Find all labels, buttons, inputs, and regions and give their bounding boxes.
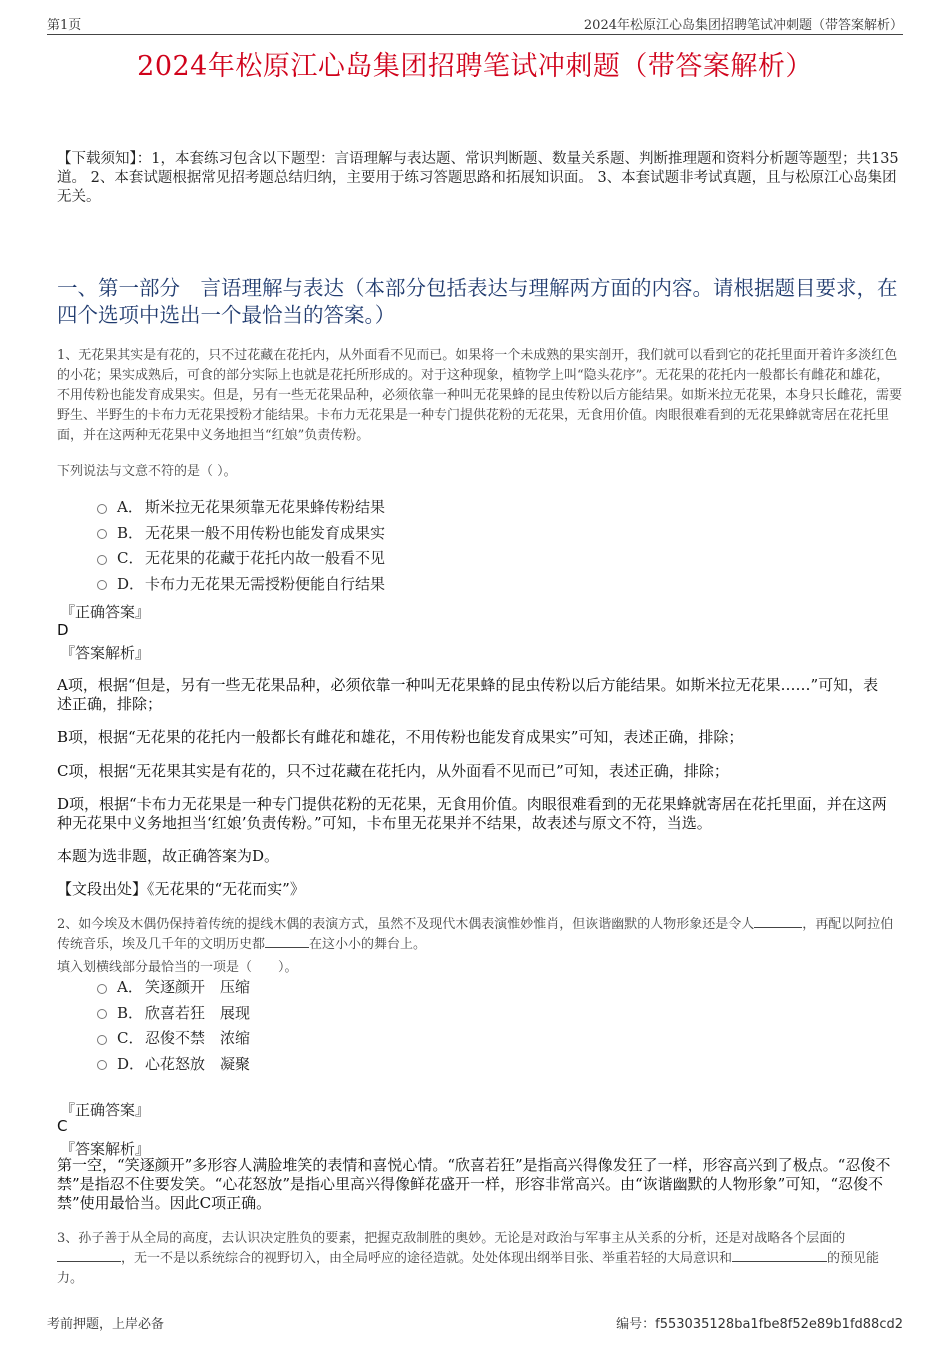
radio-icon[interactable] [97, 1009, 107, 1019]
radio-icon[interactable] [97, 504, 107, 514]
blank-line [732, 1261, 827, 1262]
correct-answer-label: 『正确答案』 [60, 603, 151, 621]
question-1-options [97, 494, 797, 596]
option-b[interactable]: B． 欣喜若狂 展现 [97, 1000, 797, 1026]
analysis-text: 第一空，“笑逐颜开”多形容人满脸堆笑的表情和喜悦心情。“欣喜若狂”是指高兴得像发狂了一样，形容高兴到了极点。“忍俊不禁”是指忍不住要发笑。“心花怒放”是指心里高兴得像鲜花盛开一样，形容非常高兴。由“诙谐幽默的人物形象”可知，“忍俊不禁”使用最恰当。因此C项正确。 [57, 1156, 891, 1212]
analysis-item-d: D项，根据“卡布力无花果是一种专门提供花粉的无花果，无食用价值。肉眼很难看到的无花果蜂就寄居在花托里面，并在这两种无花果中义务地担当‘红娘’负责传粉。”可知，卡布里无花果并不结果，故表述与原文不符，当选。 [57, 795, 887, 832]
option-d[interactable]: D． 卡布力无花果无需授粉便能自行结果 [97, 571, 797, 597]
analysis-item-a: A项，根据“但是，另有一些无花果品种，必须依靠一种叫无花果蜂的昆虫传粉以后方能结果。如斯米拉无花果……”可知，表述正确，排除； [57, 676, 879, 713]
question-3-stem: 3、孙子善于从全局的高度，去认识决定胜负的要素，把握克敌制胜的奥妙。无论是对政治与军事主从关系的分析，还是对战略各个层面的，无一不是以系统综合的视野切入，由全局呼应的途径造就。处处体现出纲举目张、举重若轻的大局意识和 的预见能力。 [57, 1231, 880, 1286]
download-notice: 【下载须知】：1，本套练习包含以下题型：言语理解与表达题、常识判断题、数量关系题、判断推理题和资料分析题等题型；共135道。 2、本套试题根据常见招考题总结归纳，主要用于练习答题思路和拓展知识面。 3、本套试题非考试真题，且与松原江心岛集团无关。 [57, 151, 899, 205]
analysis-item-c: C项，根据“无花果其实是有花的，只不过花藏在花托内，从外面看不见而已”可知，表述正确，排除； [57, 762, 729, 780]
option-b[interactable]: B． 无花果一般不用传粉也能发育成果实 [97, 520, 797, 546]
radio-icon[interactable] [97, 984, 107, 994]
radio-icon[interactable] [97, 1035, 107, 1045]
correct-answer: C [57, 1117, 68, 1135]
question-2-stem: 2、如今埃及木偶仍保持着传统的提线木偶的表演方式，虽然不及现代木偶表演惟妙惟肖，但诙谐幽默的人物形象还是令人 ，再配以阿拉伯传统音乐，埃及几千年的文明历史都 在这小小的舞台上。 [57, 917, 894, 952]
correct-answer: D [57, 621, 69, 639]
page-header [47, 14, 903, 35]
correct-answer-label: 『正确答案』 [60, 1101, 151, 1119]
option-c[interactable]: C． 忍俊不禁 浓缩 [97, 1025, 797, 1051]
footer-slogan: 考前押题，上岸必备 [47, 1317, 165, 1332]
footer-serial: 编号：f553035128ba1fbe8f52e89b1fd88cd2 [616, 1317, 903, 1332]
question-1-stem: 1、无花果其实是有花的，只不过花藏在花托内，从外面看不见而已。如果将一个未成熟的果实剖开，我们就可以看到它的花托里面开着许多淡红色的小花；果实成熟后，可食的部分实际上也就是花托所形成的。对于这种现象，植物学上叫“隐头花序”。无花果的花托内一般都长有雌花和雄花，不用传粉也能发育成果实。但是，另有一些无花果品种，必须依靠一种叫无花果蜂的昆虫传粉以后方能结果。如斯米拉无花果，本身只长雌花，需要野生、半野生的卡布力无花果授粉才能结果。卡布力无花果是一种专门提供花粉的无花果，无食用价值。肉眼很难看到的无花果蜂就寄居在花托里面，并在这两种无花果中义务地担当“红娘”负责传粉。 [57, 348, 903, 443]
analysis-label: 『答案解析』 [60, 1140, 151, 1158]
radio-icon[interactable] [97, 580, 107, 590]
analysis-label: 『答案解析』 [60, 644, 151, 662]
header-doc-title: 2024年松原江心岛集团招聘笔试冲刺题（带答案解析） [583, 18, 903, 33]
radio-icon[interactable] [97, 555, 107, 565]
passage-source: 【文段出处】《无花果的“无花而实”》 [57, 880, 305, 898]
analysis-item-b: B项，根据“无花果的花托内一般都长有雌花和雄花，不用传粉也能发育成果实”可知，表述正确，排除； [57, 728, 744, 746]
option-a[interactable]: A． 斯米拉无花果须靠无花果蜂传粉结果 [97, 494, 797, 520]
radio-icon[interactable] [97, 1060, 107, 1070]
section-title: 一、第一部分 言语理解与表达（本部分包括表达与理解两方面的内容。请根据题目要求，在四个选项中选出一个最恰当的答案。） [57, 276, 898, 327]
blank-line [265, 947, 309, 948]
question-1-prompt: 下列说法与文意不符的是（ ）。 [57, 464, 237, 479]
option-a[interactable]: A． 笑逐颜开 压缩 [97, 974, 797, 1000]
page-number: 第1页 [47, 18, 82, 33]
document-title: 2024年松原江心岛集团招聘笔试冲刺题（带答案解析） [137, 51, 813, 82]
question-2-prompt: 填入划横线部分最恰当的一项是（ ）。 [57, 960, 298, 975]
option-d[interactable]: D． 心花怒放 凝聚 [97, 1051, 797, 1077]
blank-line [57, 1261, 121, 1262]
blank-line [754, 927, 802, 928]
radio-icon[interactable] [97, 529, 107, 539]
option-c[interactable]: C． 无花果的花藏于花托内故一般看不见 [97, 545, 797, 571]
question-2-options [97, 974, 797, 1076]
analysis-conclusion: 本题为选非题，故正确答案为D。 [57, 847, 280, 865]
